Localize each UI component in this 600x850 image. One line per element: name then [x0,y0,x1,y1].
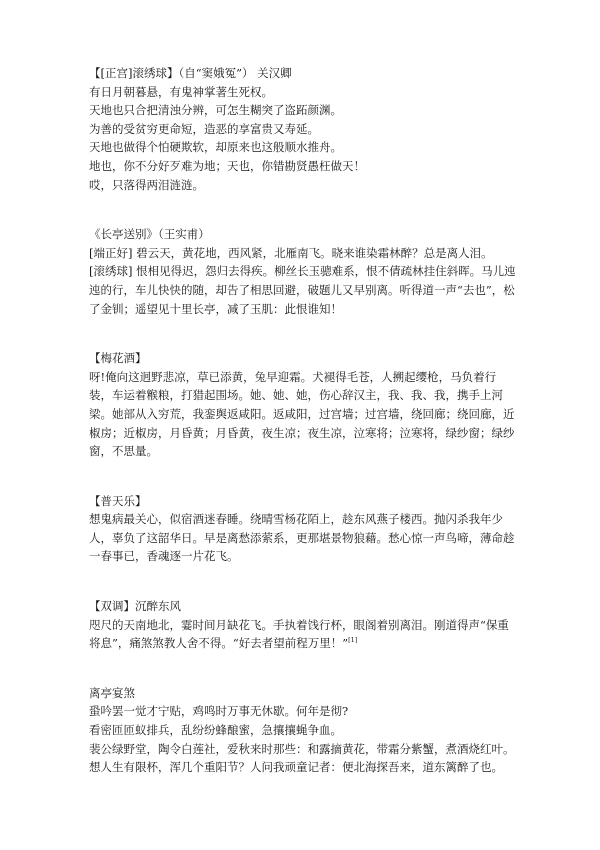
verse-line: 地也，你不分好歹难为地；天也，你错勘贤愚枉做天！ [89,158,365,173]
section-gun-xiu-qiu [89,64,519,194]
verse-line: 蛩吟罢一觉才宁贴，鸡鸣时万事无休歇。何年是彻? [89,704,349,719]
section-chen-zui-dong-feng [89,597,519,653]
section-li-ting-yan-sha [89,684,519,777]
verse-paragraph-container [89,616,519,653]
section-title: 《长亭送别》（王实甫） [89,227,210,242]
verse-line: 有日月朝暮悬，有鬼神掌著生死权。 [89,84,273,99]
section-title: 【[正宫]滚绣球】（自“窦娥冤”） 关汉卿 [89,66,292,80]
section-pu-tian-le [89,492,519,566]
verse-line: 为善的受贫穷更命短，造恶的享富贵又寿延。 [89,121,319,136]
verse-line: 想人生有限杯，浑几个重阳节？人问我顽童记者：便北海探吾来，道东篱醉了也。 [89,760,503,775]
section-chang-ting-song-bie [89,225,519,318]
verse-line: 看密匝匝蚁排兵，乱纷纷蜂酿蜜，急攘攘蝇争血。 [89,723,342,738]
verse-paragraph: 想鬼病最关心，似宿酒迷春睡。绕晴雪杨花陌上，趁东风燕子楼西。抛闪杀我年少人，辜负了这韶华日。早是离愁添萦系，更那堪景物狼藉。愁心惊一声鸟啼，薄命趁一春事已，香魂逐一片花飞。 [89,512,515,564]
section-mei-hua-jiu [89,349,519,461]
section-title: 离亭宴煞 [89,685,135,700]
section-title: 【双调】沉醉东风 [89,599,181,614]
verse-paragraph: 咫尺的天南地北，霎时间月缺花飞。手执着饯行杯，眼阁着别离泪。刚道得声“保重将息”，痛煞煞教人舍不得。“好去者望前程万里！” [89,617,509,651]
verse-line: 哎，只落得两泪涟涟。 [89,177,204,192]
section-title: 【普天乐】 [89,493,147,508]
verse-paragraph: 呀!俺向这迥野悲凉，草已添黄，兔早迎霜。犬褪得毛苍，人搠起缨枪，马负着行装，车运着糇粮，打猎起围场。她、她、她，伤心辞汉主，我、我、我，携手上河梁。她部从入穷荒，我銮舆返咸阳。返咸阳，过宫墙；过宫墙，绕回廊；绕回廊，近椒房；近椒房，月昏黄；月昏黄，夜生凉；夜生凉，泣寒将；泣寒将，绿纱窗；绿纱窗，不思量。 [89,369,515,459]
verse-line: 天地也只合把清浊分辨，可怎生糊突了盗跖颜渊。 [89,103,342,118]
verse-line: 裴公绿野堂，陶令白莲社，爱秋来时那些：和露摘黄花，带霜分紫蟹，煮酒烧红叶。 [89,741,515,756]
verse-paragraph: [端正好] 碧云天，黄花地，西风紧，北雁南飞。晓来谁染霜林醉？总是离人泪。 [89,245,493,260]
section-title: 【梅花酒】 [89,351,147,366]
verse-paragraph: [滚绣球] 恨相见得迟，怨归去得疾。柳丝长玉骢难系，恨不倩疏林挂住斜晖。马儿迍迍的行，车儿快快的随，却告了相思回避，破题儿又早别离。听得道一声“去也”，松了金钏；遥望见十里长亭，减了玉肌：此恨谁知！ [89,264,516,316]
verse-line: 天地也做得个怕硬欺软，却原来也这般顺水推舟。 [89,140,342,155]
footnote-marker[interactable]: [1] [348,636,358,645]
document-page [89,64,519,777]
